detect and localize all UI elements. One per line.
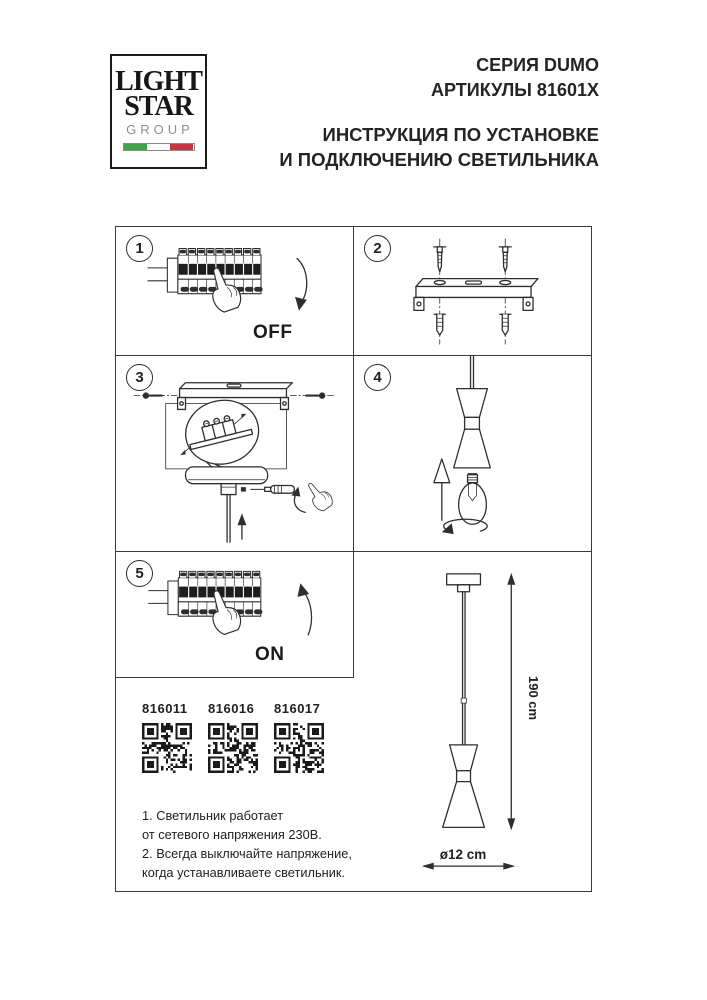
instruction-title-line1: ИНСТРУКЦИЯ ПО УСТАНОВКЕ	[322, 124, 599, 145]
step-2-panel	[354, 227, 592, 354]
qr-code-icon	[142, 723, 192, 773]
height-dimension-label: 190 cm	[526, 676, 541, 721]
pendant-shade-icon	[457, 389, 488, 418]
instruction-title	[279, 122, 599, 172]
articles-title: АРТИКУЛЫ 81601X	[431, 80, 599, 100]
ceiling-plate-icon	[447, 574, 481, 585]
lightstar-logo	[110, 54, 207, 169]
shade-bulb-illustration	[354, 356, 592, 550]
italian-flag-icon	[123, 143, 195, 151]
step-number: 2	[364, 235, 391, 262]
note-line: 2. Всегда выключайте напряжение,	[142, 846, 352, 861]
step-number: 5	[126, 560, 153, 587]
article-code: 816017	[274, 701, 321, 716]
dimensions-panel	[354, 552, 592, 891]
step-3-panel	[116, 356, 352, 550]
on-label: ON	[255, 644, 285, 665]
logo-star: STAR	[124, 91, 193, 122]
wiring-canopy-illustration	[116, 356, 352, 550]
note-line: когда устанавливаете светильник.	[142, 865, 345, 880]
off-label: OFF	[253, 322, 293, 343]
pendant-shade-icon	[450, 745, 478, 771]
article-816017	[274, 701, 328, 778]
series-title: СЕРИЯ DUMO	[476, 55, 599, 75]
article-816016	[208, 701, 262, 778]
qr-code-icon	[208, 723, 258, 773]
articles-panel	[116, 678, 352, 891]
note-line: от сетевого напряжения 230В.	[142, 827, 322, 842]
step-number: 1	[126, 235, 153, 262]
step-5-panel	[116, 552, 352, 676]
logo-group: GROUP	[126, 122, 194, 137]
step-1-panel	[116, 227, 352, 354]
step-4-panel	[354, 356, 592, 550]
steps-grid	[115, 226, 592, 892]
qr-code-icon	[274, 723, 324, 773]
safety-notes	[142, 806, 352, 882]
article-code: 816016	[208, 701, 255, 716]
pendant-dimension-drawing	[354, 552, 592, 891]
article-code: 816011	[142, 701, 188, 716]
logo-light: LIGHT	[115, 66, 202, 97]
instruction-title-line2: И ПОДКЛЮЧЕНИЮ СВЕТИЛЬНИКА	[279, 149, 599, 170]
article-816011	[142, 701, 196, 778]
step-number: 4	[364, 364, 391, 391]
note-line: 1. Светильник работает	[142, 808, 284, 823]
series-block	[431, 53, 599, 103]
step-number: 3	[126, 364, 153, 391]
diameter-dimension-label: ø12 cm	[439, 847, 487, 862]
